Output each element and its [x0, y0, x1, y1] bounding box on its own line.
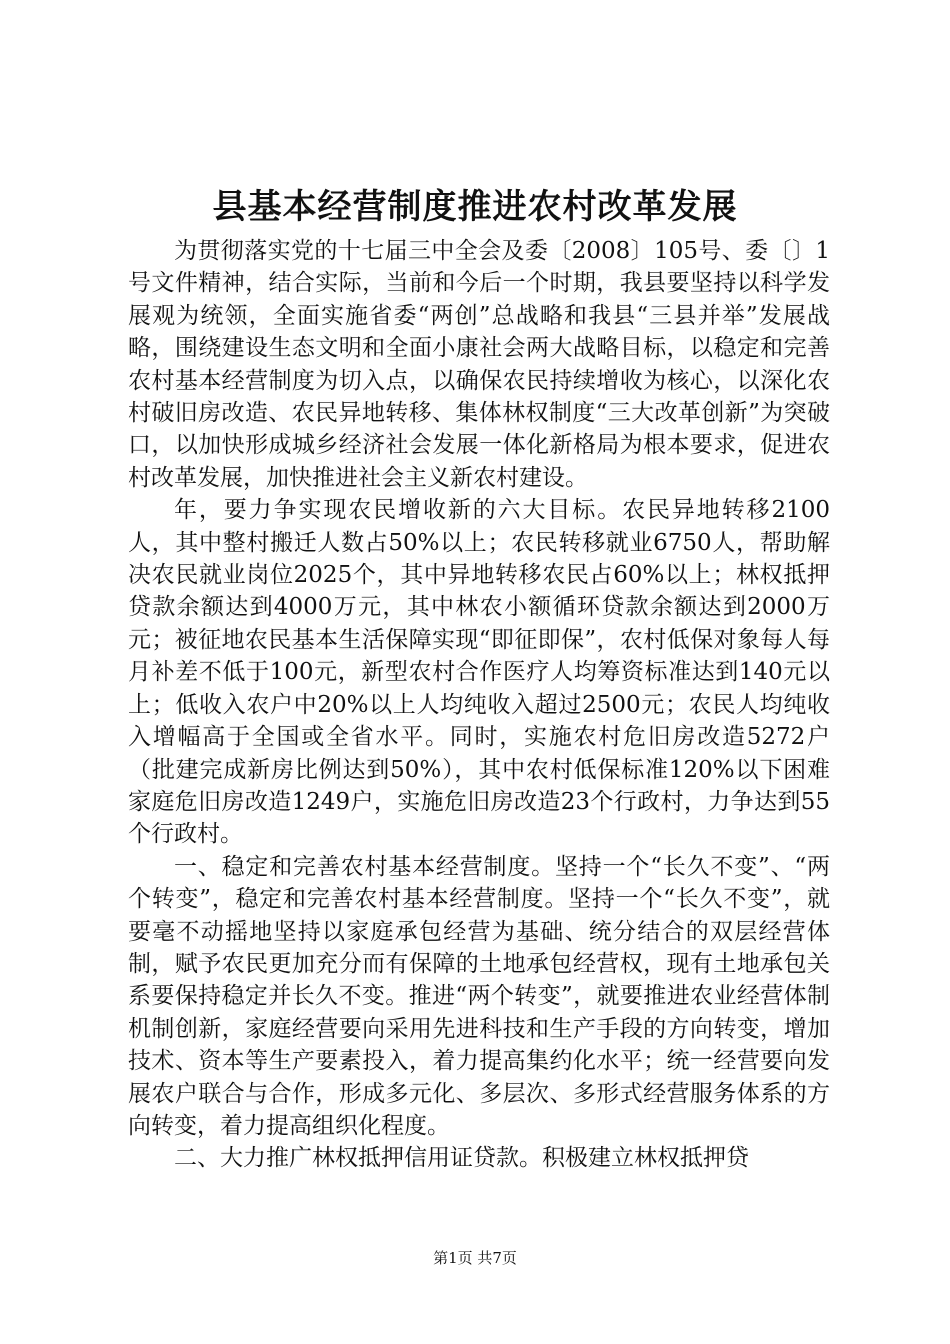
page-footer: 第1页 共7页 — [433, 1249, 517, 1267]
paragraph-goals: 年，要力争实现农民增收新的六大目标。农民异地转移2100人，其中整村搬迁人数占50%以上；农民转移就业6750人，帮助解决农民就业岗位2025个，其中异地转移农民占60%以上；林权抵押贷款余额达到4000万元，其中林农小额循环贷款余额达到2000万元；被征地农民基本生活保障实现“即征即保”，农村低保对象每人每月补差不低于100元，新型农村合作医疗人均筹资标准达到140元以上；低收入农户中20%以上人均纯收入超过2500元；农民人均纯收入增幅高于全国或全省水平。同时，实施农村危旧房改造5272户（批建完成新房比例达到50%），其中农村低保标准120%以下困难家庭危旧房改造1249户，实施危旧房改造23个行政村，力争达到55个行政村。 — [128, 497, 830, 848]
paragraph-section-1: 一、稳定和完善农村基本经营制度。坚持一个“长久不变”、“两个转变”，稳定和完善农村基本经营制度。坚持一个“长久不变”，就要毫不动摇地坚持以家庭承包经营为基础、统分结合的双层经营体制，赋予农民更加充分而有保障的土地承包经营权，现有土地承包关系要保持稳定并长久不变。推进“两个转变”，就要推进农业经营体制机制创新，家庭经营要向采用先进科技和生产手段的方向转变，增加技术、资本等生产要素投入，着力提高集约化水平；统一经营要向发展农户联合与合作，形成多元化、多层次、多形式经营服务体系的方向转变，着力提高组织化程度。 — [128, 853, 830, 1139]
paragraph-section-2: 二、大力推广林权抵押信用证贷款。积极建立林权抵押贷 — [174, 1145, 749, 1172]
document-body — [128, 235, 830, 1175]
page-title: 县基本经营制度推进农村改革发展 — [212, 187, 738, 227]
paragraph-intro: 为贯彻落实党的十七届三中全会及委〔2008〕105号、委〔〕1号文件精神，结合实际，当前和今后一个时期，我县要坚持以科学发展观为统领，全面实施省委“两创”总战略和我县“三县并举”发展战略，围绕建设生态文明和全面小康社会两大战略目标，以稳定和完善农村基本经营制度为切入点，以确保农民持续增收为核心，以深化农村破旧房改造、农民异地转移、集体林权制度“三大改革创新”为突破口，以加快形成城乡经济社会发展一体化新格局为根本要求，促进农村改革发展，加快推进社会主义新农村建设。 — [128, 238, 830, 491]
